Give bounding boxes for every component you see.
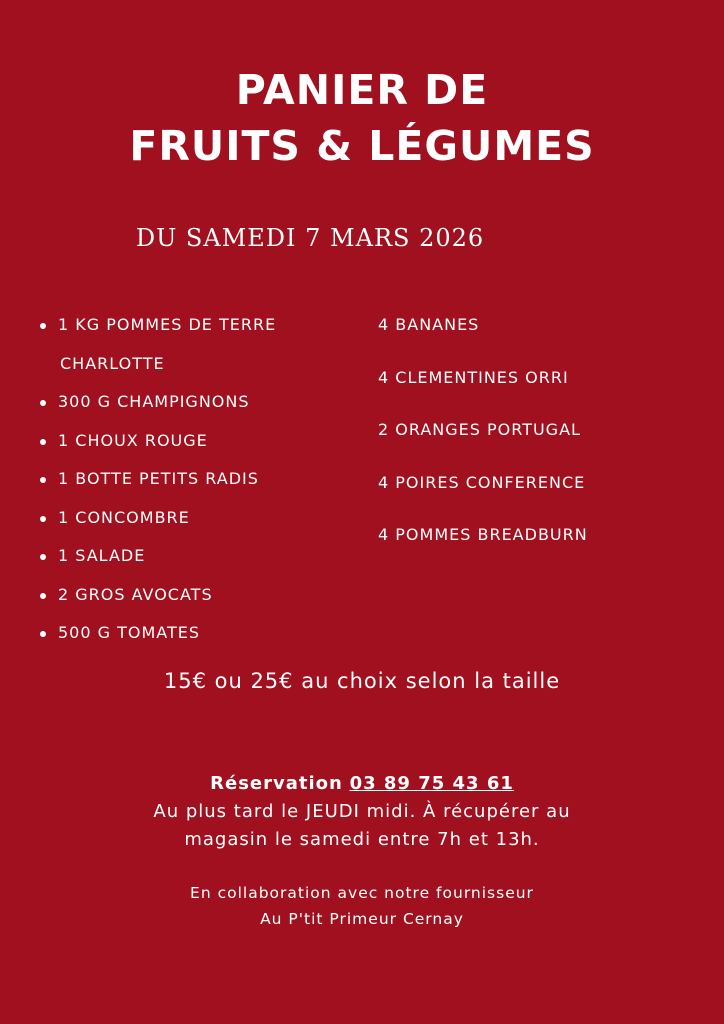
list-item bbox=[40, 614, 350, 653]
list-item bbox=[40, 499, 350, 538]
vegetable-item-label: 2 GROS AVOCATS bbox=[58, 584, 213, 604]
vegetable-item-continuation: CHARLOTTE bbox=[60, 353, 165, 373]
page-title bbox=[0, 62, 724, 174]
collaboration-line: En collaboration avec notre fournisseur bbox=[190, 884, 534, 902]
date-subtitle: DU SAMEDI 7 MARS 2026 bbox=[135, 224, 485, 252]
vegetable-list bbox=[40, 306, 350, 653]
list-item bbox=[40, 460, 350, 499]
list-item bbox=[40, 422, 350, 461]
collaboration-note bbox=[0, 880, 724, 932]
reservation-label: Réservation bbox=[210, 773, 343, 794]
list-item: 2 ORANGES PORTUGAL bbox=[378, 420, 581, 439]
list-item: 4 CLEMENTINES ORRI bbox=[378, 367, 569, 387]
list-item bbox=[40, 537, 350, 576]
phone-link[interactable]: 03 89 75 43 61 bbox=[349, 773, 514, 794]
list-item bbox=[40, 383, 350, 422]
reservation-pickup: magasin le samedi entre 7h et 13h. bbox=[184, 829, 540, 850]
title-line-2: FRUITS & LÉGUMES bbox=[129, 122, 595, 170]
reservation-line bbox=[0, 770, 724, 798]
vegetable-item-label: 1 SALADE bbox=[58, 546, 146, 565]
vegetable-item-label: 1 BOTTE PETITS RADIS bbox=[58, 469, 259, 488]
price-info: 15€ ou 25€ au choix selon la taille bbox=[163, 669, 561, 693]
list-item: 4 POIRES CONFERENCE bbox=[378, 472, 586, 492]
vegetable-item-label: 1 CHOUX ROUGE bbox=[58, 430, 208, 450]
title-line-1: PANIER DE bbox=[235, 66, 489, 114]
list-item bbox=[40, 306, 350, 383]
vegetable-item-label: 500 G TOMATES bbox=[58, 623, 201, 642]
vegetable-item-label: 1 CONCOMBRE bbox=[58, 507, 190, 527]
vegetable-item-label: 300 G CHAMPIGNONS bbox=[58, 392, 250, 411]
reservation-deadline: Au plus tard le JEUDI midi. À récupérer au bbox=[153, 801, 571, 822]
supplier-name: Au P'tit Primeur Cernay bbox=[260, 910, 464, 928]
vegetable-item-label: 1 KG POMMES DE TERRE bbox=[58, 315, 277, 334]
reservation-block bbox=[0, 770, 724, 854]
list-item bbox=[40, 576, 350, 615]
list-item: 4 BANANES bbox=[378, 315, 480, 334]
fruit-list bbox=[378, 299, 698, 562]
list-item: 4 POMMES BREADBURN bbox=[378, 525, 588, 544]
